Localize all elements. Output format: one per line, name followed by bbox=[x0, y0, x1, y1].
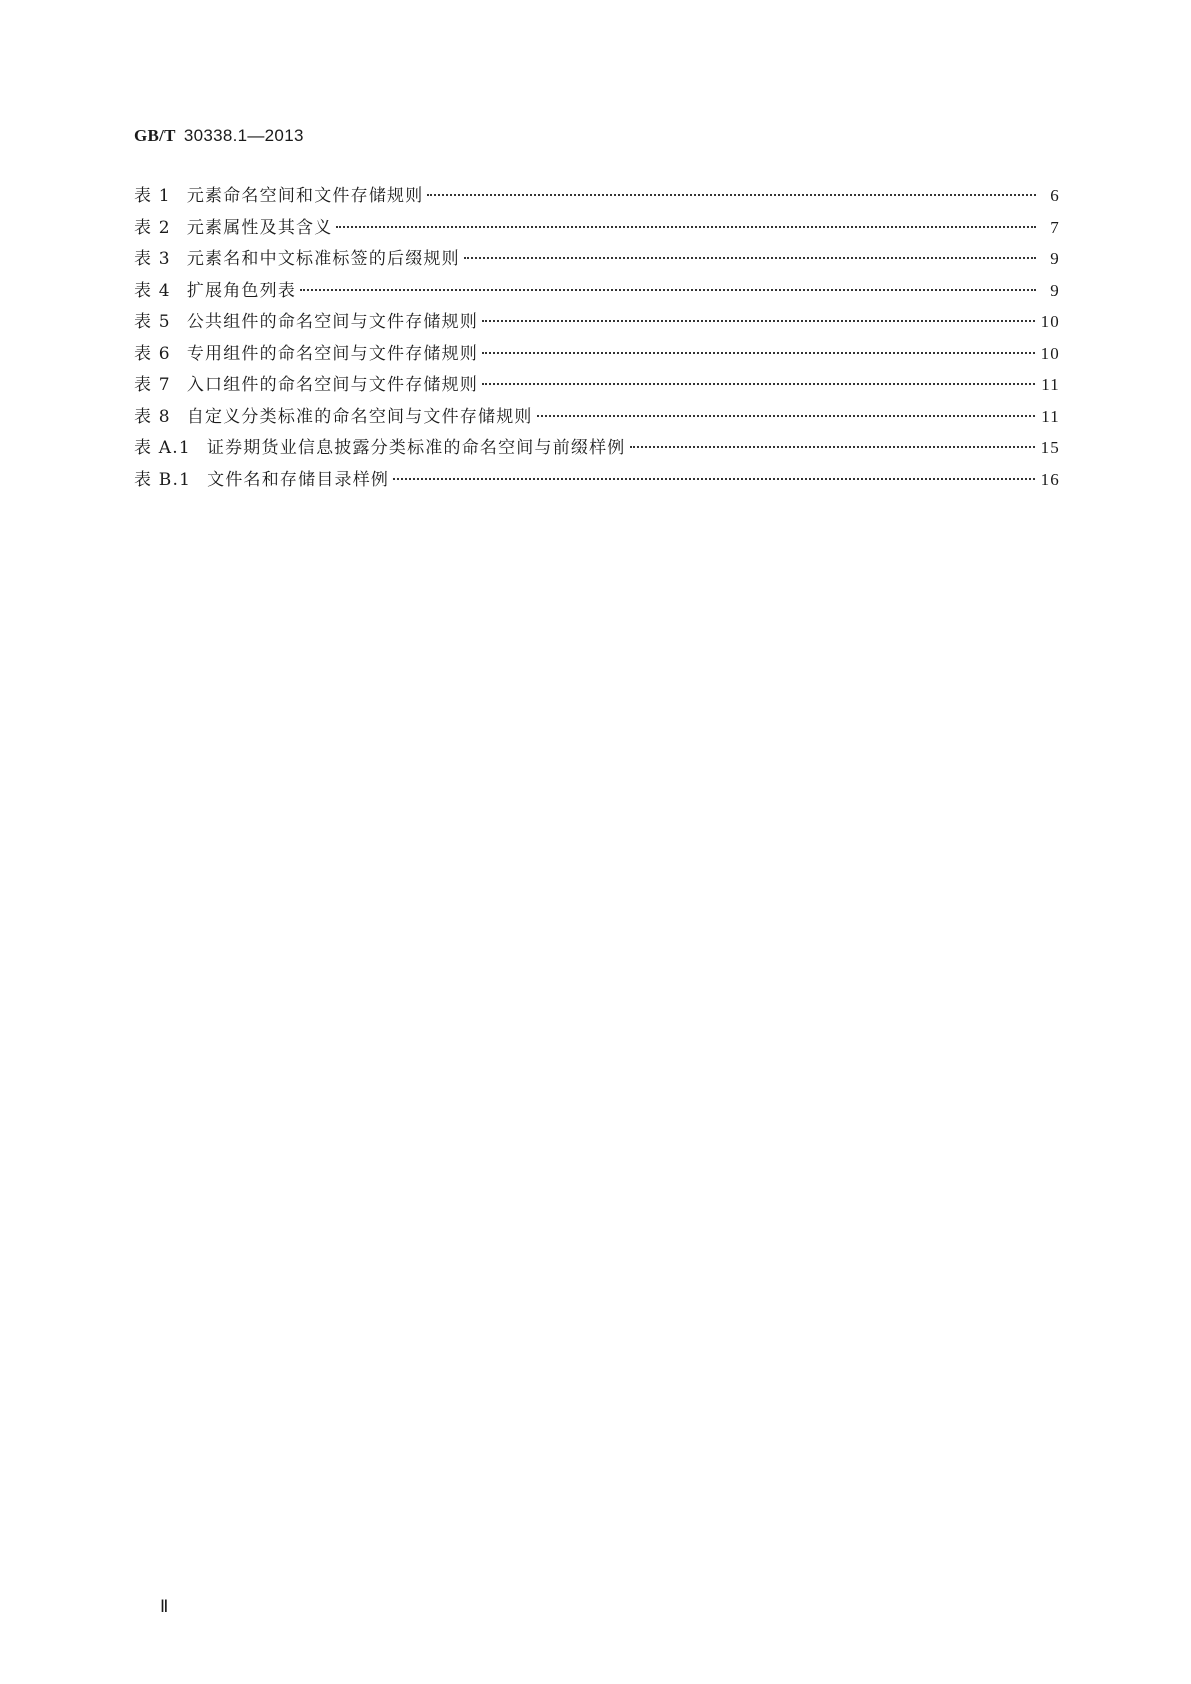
toc-entry-number: 表 3 bbox=[134, 249, 171, 269]
toc-entry-title: 入口组件的命名空间与文件存储规则 bbox=[186, 375, 479, 395]
toc-entry-page: 9 bbox=[1050, 249, 1060, 268]
table-list-of-contents bbox=[134, 181, 1060, 496]
standard-number: 30338.1—2013 bbox=[183, 126, 304, 145]
toc-entry-title: 证券期货业信息披露分类标准的命名空间与前缀样例 bbox=[206, 438, 626, 458]
toc-entry-page: 10 bbox=[1040, 312, 1060, 331]
toc-leader-dots bbox=[482, 335, 1035, 354]
toc-entry-title: 扩展角色列表 bbox=[186, 280, 297, 301]
toc-leader-dots bbox=[300, 272, 1036, 291]
toc-leader-dots bbox=[537, 398, 1036, 417]
toc-entry-title: 元素名和中文标准标签的后缀规则 bbox=[186, 249, 460, 269]
toc-leader-dots bbox=[336, 209, 1036, 228]
toc-leader-dots bbox=[427, 177, 1036, 196]
toc-leader-dots bbox=[464, 240, 1036, 259]
toc-entry-page: 7 bbox=[1050, 217, 1060, 237]
toc-entry-number: 表 A.1 bbox=[134, 438, 191, 458]
toc-entry-page: 15 bbox=[1040, 438, 1060, 457]
toc-entry-page: 16 bbox=[1040, 469, 1060, 489]
toc-entry-number: 表 1 bbox=[134, 186, 171, 206]
toc-entry-title: 自定义分类标准的命名空间与文件存储规则 bbox=[186, 406, 533, 427]
toc-entry-title: 元素属性及其含义 bbox=[186, 217, 333, 238]
toc-entry-title: 元素命名空间和文件存储规则 bbox=[186, 186, 424, 206]
toc-entry-number: 表 5 bbox=[134, 312, 171, 332]
toc-entry-number: 表 4 bbox=[134, 280, 171, 301]
toc-entry-number: 表 2 bbox=[134, 217, 171, 238]
toc-entry-title: 公共组件的命名空间与文件存储规则 bbox=[186, 312, 479, 332]
standard-code-header bbox=[134, 126, 304, 146]
page-number: Ⅱ bbox=[160, 1597, 169, 1616]
toc-entry-number: 表 6 bbox=[134, 343, 171, 364]
standard-prefix: GB/T bbox=[134, 126, 176, 145]
toc-leader-dots bbox=[630, 429, 1035, 448]
toc-entry-page: 10 bbox=[1040, 343, 1060, 363]
toc-entry-page: 11 bbox=[1041, 375, 1060, 394]
toc-entry[interactable] bbox=[134, 465, 1060, 497]
toc-entry-number: 表 8 bbox=[134, 406, 171, 427]
toc-leader-dots bbox=[482, 303, 1035, 322]
toc-leader-dots bbox=[393, 461, 1034, 480]
toc-leader-dots bbox=[482, 366, 1035, 385]
toc-entry-title: 文件名和存储目录样例 bbox=[207, 469, 390, 490]
toc-entry-number: 表 B.1 bbox=[134, 469, 192, 490]
toc-entry-title: 专用组件的命名空间与文件存储规则 bbox=[186, 343, 479, 364]
toc-entry-number: 表 7 bbox=[134, 375, 171, 395]
toc-entry-page: 11 bbox=[1041, 406, 1060, 426]
toc-entry-page: 6 bbox=[1050, 186, 1060, 205]
toc-entry-page: 9 bbox=[1050, 280, 1060, 300]
